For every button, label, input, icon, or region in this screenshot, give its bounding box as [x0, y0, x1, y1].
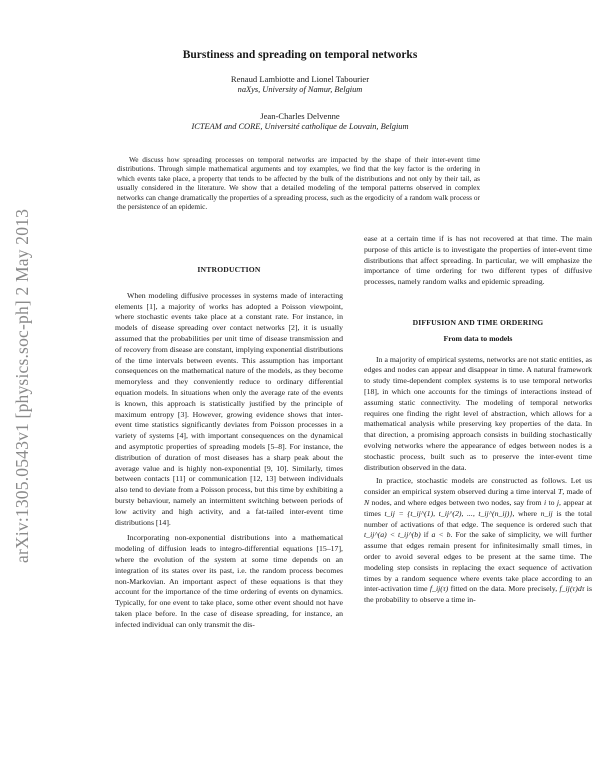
diffusion-paragraph-2: In practice, stochastic models are constructed as follows. Let us consider an empirical system observed during a time interval T, made of N nodes, and where edges between two nodes, say from i to j, appear at times t_ij = {t_ij^(1), t_ij^(2), ..., t_ij^(n_ij)}, where n_ij is the total number of activations of that edge. The sequence is ordered such that t_ij^(a) < t_ij^(b) if a < b. For the sake of simplicity, we will further assume that edges remain present for infinitesimally small times, in order to avoid several edges to be present at the same time. The modeling step consists in replacing the exact sequence of activation times by a random sequence where events take place according to an inter-activation time f_ij(τ) fitted on the data. More precisely, f_ij(τ)dτ is the probability to observe a time in-	[364, 476, 593, 605]
affiliation-1: naXys, University of Namur, Belgium	[237, 85, 363, 94]
intro-paragraph-1: When modeling diffusive processes in systems made of interacting elements [1], a majority of works has adopted a Poisson viewpoint, where stochastic events take place at a constant rate. For instance, in models of disease spreading over contact networks [2], it is usually assumed that the probabilities per unit time of disease transmission and of recovery from disease are constant, implying exponential distributions of the time intervals between events. This assumption has important consequences on the mathematical nature of the models, as they become memoryless and they conveniently reduce to ordinary differential equation models. In situations when only the average rate of the events is known, this approach is statistically justified by the principle of maximum entropy [3]. However, growing evidence shows that inter-event time statistics significantly deviates from Poisson processes in a variety of systems [4], with important consequences on the dynamical and asymptotic properties of spreading models [5–8]. For instance, the distribution of duration of most diseases has a sharp peak about the average value and is highly non-exponential [9, 10]. Similarly, times between contacts [11] or communication [12, 13] between individuals also tend to deviate from a Poisson process, but this time by exhibiting a bursty behaviour, namely an intermittent switching between periods of low activity and high activity, and a fat-tailed inter-event time distributions [14].	[115, 290, 343, 527]
diffusion-paragraph-1: In a majority of empirical systems, networks are not static entities, as edges and nodes can appear and disappear in time. A natural framework to study time-dependent complex systems is to use temporal networks [18], in which one accounts for the timings of interactions instead of assuming static connectivity. The modeling of temporal networks requires one finding the right level of abstraction, which allows for a mathematical analysis while preserving key properties of the data. In that direction, a promising approach consists in building stochastically evolving networks where the appearance of edges between nodes is a stochastic process, built such as to preserve the inter-event time distribution observed in the data.	[364, 354, 592, 472]
abstract: We discuss how spreading processes on temporal networks are impacted by the shape of their inter-event time distributions. Through simple mathematical arguments and toy examples, we find that the key factor is the ordering in which events take place, a property that tends to be affected by the bulk of the distributions and not only by their tail, as usually considered in the literature. We show that a detailed modeling of the temporal patterns observed in complex networks can change dramatically the properties of a spreading process, such as the ergodicity of a random walk process or the persistence of an epidemic.	[117, 155, 480, 212]
intro-paragraph-3: ease at a certain time if is has not recovered at that time. The main purpose of this article is to investigate the properties of inter-event time distributions that affect spreading. In particular, we will emphasize the importance of time ordering for two different types of diffusive processes, namely random walks and epidemic spreading.	[364, 234, 592, 287]
subsection-heading-data-to-models: From data to models	[443, 333, 513, 343]
authors-line-2: Jean-Charles Delvenne	[260, 111, 340, 121]
affiliation-2: ICTEAM and CORE, Université catholique de Louvain, Belgium	[191, 122, 409, 131]
activation-times-formula: t_ij = {t_ij^(1), t_ij^(2), ..., t_ij^(n_ij)}	[384, 508, 513, 518]
right-column	[364, 234, 592, 606]
section-heading-diffusion: DIFFUSION AND TIME ORDERING	[412, 317, 544, 327]
intro-paragraph-2: Incorporating non-exponential distributions into a mathematical modeling of diffusion leads to integro-differential equations [15–17], where the evolution of the system at some time depends on an integration of its states over its past, i.e. the random process becomes non-Markovian. An important aspect of these equations is that they account for the importance of the time ordering of events on dynamics. Typically, for one event to take place, some other event should not have taken place before. In the case of disease spreading, for instance, an infected individual can only transmit the dis-	[115, 533, 343, 629]
authors-line-1: Renaud Lambiotte and Lionel Tabourier	[230, 74, 370, 84]
section-heading-introduction: INTRODUCTION	[197, 265, 261, 274]
arxiv-identifier[interactable]: arXiv:1305.0543v1 [physics.soc-ph] 2 May 2013	[12, 208, 32, 563]
paper-title: Burstiness and spreading on temporal networks	[182, 49, 418, 61]
left-column	[115, 265, 343, 631]
